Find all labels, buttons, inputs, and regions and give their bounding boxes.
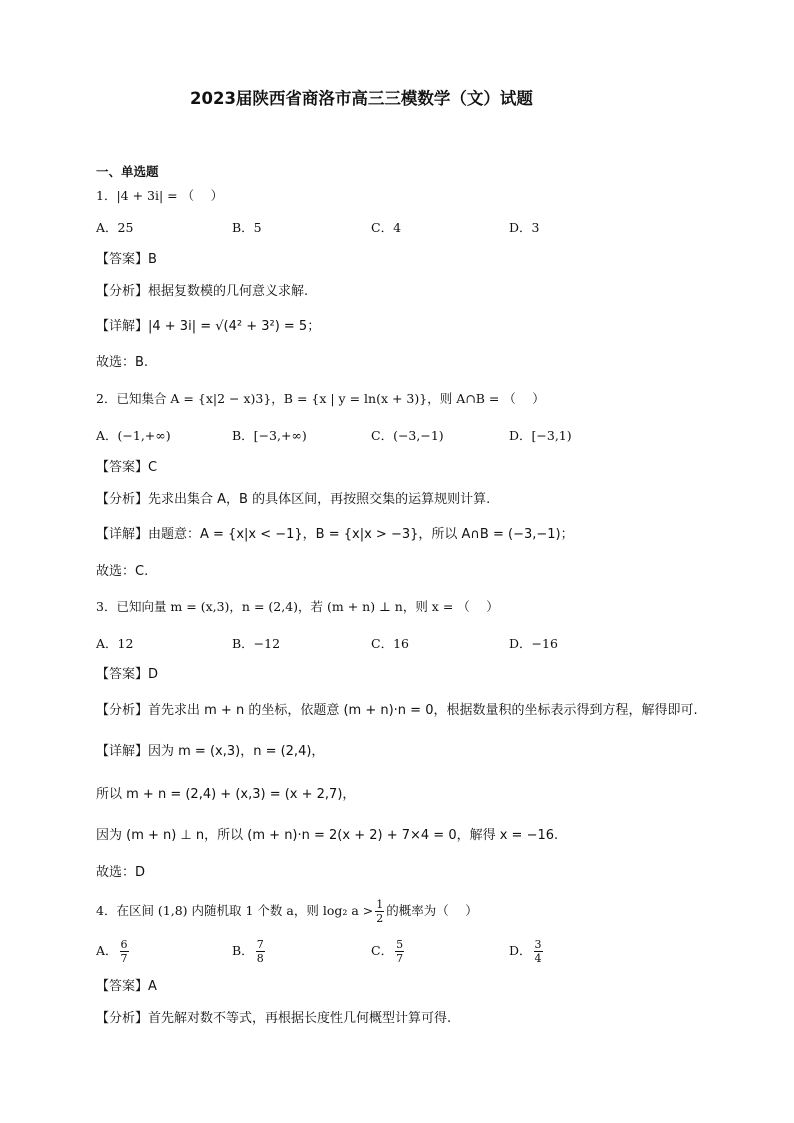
detail-line-2: 所以 m + n = (2,4) + (x,3) = (x + 2,7)， <box>96 787 356 802</box>
stem-suffix: 的概率为（ ） <box>386 903 478 918</box>
analysis-line: 【分析】首先求出 m + n 的坐标，依题意 (m + n)·n = 0，根据数量积的坐标表示得到方程，解得即可. <box>96 703 698 718</box>
fraction-numerator: 1 <box>376 898 384 911</box>
question-stem <box>96 896 478 926</box>
option-label: A． <box>96 943 118 958</box>
detail-line: 【详解】由题意：A = {x|x < −1}，B = {x|x > −3}，所以 A∩B = (−3,−1)； <box>96 527 574 542</box>
question-stem: 2．已知集合 A = {x|2 − x)3}，B = {x | y = ln(x + 3)}，则 A∩B = （ ） <box>96 391 545 406</box>
analysis-line: 【分析】先求出集合 A，B 的具体区间，再按照交集的运算规则计算. <box>96 492 491 507</box>
answer-line: 【答案】C <box>96 460 158 475</box>
fraction-denominator: 7 <box>120 952 128 965</box>
option-label: D． <box>509 943 532 958</box>
option-a: A．25 <box>96 220 134 235</box>
option-label: C． <box>371 943 394 958</box>
fraction <box>534 938 543 965</box>
fraction <box>395 938 404 965</box>
option-c: C．16 <box>371 636 409 651</box>
option-b: B．−12 <box>232 636 281 651</box>
fraction-denominator: 8 <box>256 952 264 965</box>
option-a <box>96 936 131 966</box>
page-title: 2023届陕西省商洛市高三三模数学（文）试题 <box>190 89 533 108</box>
option-c: C．4 <box>371 220 402 235</box>
option-d: D．[−3,1) <box>509 428 572 443</box>
fraction-numerator: 7 <box>256 938 264 951</box>
conclusion-line: 故选：B. <box>96 355 149 370</box>
option-d: D．3 <box>509 220 540 235</box>
option-d <box>509 936 545 966</box>
fraction-numerator: 5 <box>396 938 404 951</box>
option-d: D．−16 <box>509 636 558 651</box>
option-a: A．12 <box>96 636 134 651</box>
option-b: B．5 <box>232 220 262 235</box>
option-c: C．(−3,−1) <box>371 428 444 443</box>
fraction-denominator: 2 <box>376 912 384 925</box>
section-heading: 一、单选题 <box>96 164 159 179</box>
option-b: B．[−3,+∞) <box>232 428 307 443</box>
fraction-numerator: 3 <box>534 938 542 951</box>
option-label: B． <box>232 943 254 958</box>
answer-line: 【答案】A <box>96 979 157 994</box>
option-b <box>232 936 267 966</box>
fraction-denominator: 7 <box>396 952 404 965</box>
conclusion-line: 故选：C. <box>96 564 149 579</box>
conclusion-line: 故选：D <box>96 865 146 880</box>
answer-line: 【答案】D <box>96 667 159 682</box>
question-stem: 3．已知向量 m = (x,3)，n = (2,4)，若 (m + n) ⊥ n，则 x = （ ） <box>96 599 499 614</box>
fraction <box>375 898 384 925</box>
fraction <box>120 938 129 965</box>
fraction <box>256 938 265 965</box>
analysis-line: 【分析】首先解对数不等式，再根据长度性几何概型计算可得. <box>96 1011 452 1026</box>
question-stem: 1．|4 + 3i| = （ ） <box>96 188 224 203</box>
answer-line: 【答案】B <box>96 252 157 267</box>
analysis-line: 【分析】根据复数模的几何意义求解. <box>96 284 309 299</box>
detail-line: 【详解】|4 + 3i| = √(4² + 3²) = 5； <box>96 319 321 334</box>
stem-prefix: 4．在区间 (1,8) 内随机取 1 个数 a，则 log₂ a > <box>96 903 374 918</box>
option-a: A．(−1,+∞) <box>96 428 171 443</box>
fraction-numerator: 6 <box>120 938 128 951</box>
option-c <box>371 936 406 966</box>
fraction-denominator: 4 <box>534 952 542 965</box>
detail-line-1: 【详解】因为 m = (x,3)，n = (2,4)， <box>96 744 325 759</box>
detail-line-3: 因为 (m + n) ⊥ n，所以 (m + n)·n = 2(x + 2) + 7×4 = 0，解得 x = −16. <box>96 828 559 843</box>
